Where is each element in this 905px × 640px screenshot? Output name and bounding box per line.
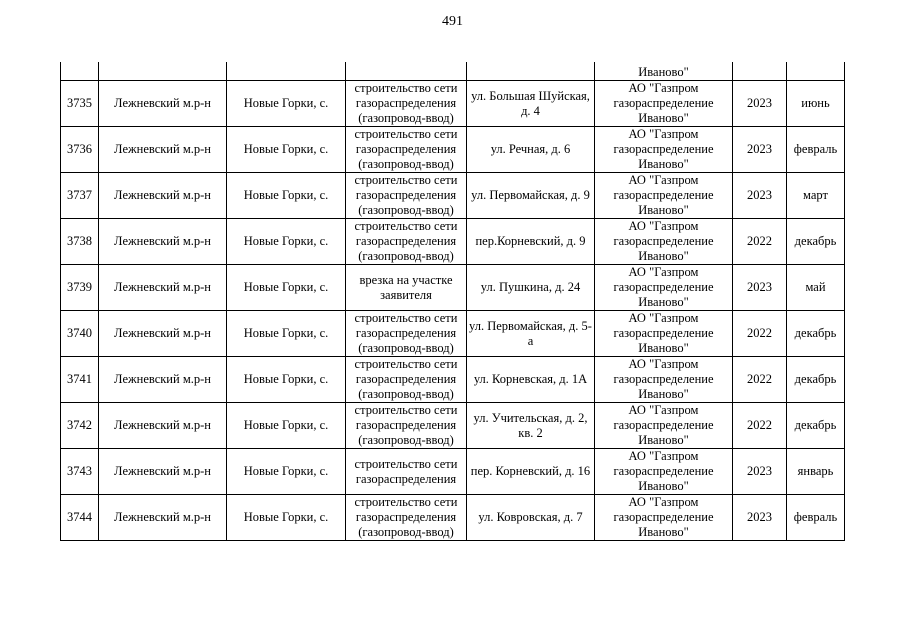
cell-year: 2023 [733,127,787,173]
cell-district: Лежневский м.р-н [99,173,227,219]
table-row [61,127,845,173]
page-number: 491 [442,14,463,29]
cell-district: Лежневский м.р-н [99,127,227,173]
cell-month: февраль [787,127,845,173]
cell-month: декабрь [787,403,845,449]
table-row [61,265,845,311]
cell-month: декабрь [787,357,845,403]
cell-org: Иваново" [595,62,733,81]
cell-work [346,62,467,81]
cell-address: ул. Корневская, д. 1А [467,357,595,403]
cell-district: Лежневский м.р-н [99,81,227,127]
table-row [61,449,845,495]
cell-num [61,62,99,81]
cell-address: пер.Корневский, д. 9 [467,219,595,265]
cell-org: АО "Газпром газораспределение Иваново" [595,495,733,541]
continuation-row [61,62,845,81]
cell-num: 3740 [61,311,99,357]
cell-locality: Новые Горки, с. [227,311,346,357]
cell-org: АО "Газпром газораспределение Иваново" [595,219,733,265]
table-row [61,403,845,449]
table-row [61,357,845,403]
cell-year [733,62,787,81]
cell-locality: Новые Горки, с. [227,173,346,219]
cell-locality: Новые Горки, с. [227,127,346,173]
cell-org: АО "Газпром газораспределение Иваново" [595,173,733,219]
cell-year: 2022 [733,311,787,357]
cell-num: 3744 [61,495,99,541]
cell-locality: Новые Горки, с. [227,357,346,403]
cell-locality: Новые Горки, с. [227,81,346,127]
cell-work: строительство сети газораспределения (газопровод-ввод) [346,127,467,173]
cell-org: АО "Газпром газораспределение Иваново" [595,81,733,127]
cell-address: ул. Первомайская, д. 5-а [467,311,595,357]
cell-month: июнь [787,81,845,127]
cell-org: АО "Газпром газораспределение Иваново" [595,449,733,495]
cell-year: 2023 [733,173,787,219]
cell-year: 2023 [733,449,787,495]
cell-year: 2022 [733,403,787,449]
table-row [61,219,845,265]
cell-year: 2022 [733,357,787,403]
cell-num: 3735 [61,81,99,127]
cell-num: 3743 [61,449,99,495]
cell-org: АО "Газпром газораспределение Иваново" [595,403,733,449]
cell-district: Лежневский м.р-н [99,265,227,311]
cell-month [787,62,845,81]
cell-address: ул. Большая Шуйская, д. 4 [467,81,595,127]
cell-address: ул. Пушкина, д. 24 [467,265,595,311]
cell-num: 3739 [61,265,99,311]
cell-year: 2023 [733,495,787,541]
cell-address: пер. Корневский, д. 16 [467,449,595,495]
cell-locality: Новые Горки, с. [227,219,346,265]
cell-org: АО "Газпром газораспределение Иваново" [595,357,733,403]
cell-district: Лежневский м.р-н [99,495,227,541]
cell-address: ул. Первомайская, д. 9 [467,173,595,219]
table-row [61,173,845,219]
cell-work: строительство сети газораспределения (газопровод-ввод) [346,495,467,541]
cell-month: декабрь [787,311,845,357]
cell-num: 3736 [61,127,99,173]
cell-work: строительство сети газораспределения (газопровод-ввод) [346,81,467,127]
cell-org: АО "Газпром газораспределение Иваново" [595,265,733,311]
cell-address: ул. Речная, д. 6 [467,127,595,173]
cell-month: январь [787,449,845,495]
cell-org: АО "Газпром газораспределение Иваново" [595,311,733,357]
table-row [61,495,845,541]
cell-locality [227,62,346,81]
cell-work: строительство сети газораспределения (газопровод-ввод) [346,219,467,265]
cell-district: Лежневский м.р-н [99,357,227,403]
cell-work: строительство сети газораспределения (газопровод-ввод) [346,403,467,449]
cell-locality: Новые Горки, с. [227,265,346,311]
cell-district: Лежневский м.р-н [99,219,227,265]
cell-year: 2023 [733,81,787,127]
gasification-table [60,62,845,541]
cell-num: 3741 [61,357,99,403]
cell-work: врезка на участке заявителя [346,265,467,311]
cell-district: Лежневский м.р-н [99,403,227,449]
table-row [61,311,845,357]
cell-locality: Новые Горки, с. [227,449,346,495]
cell-year: 2022 [733,219,787,265]
table-body [61,62,845,541]
cell-work: строительство сети газораспределения (газопровод-ввод) [346,173,467,219]
cell-district: Лежневский м.р-н [99,311,227,357]
cell-num: 3742 [61,403,99,449]
cell-district: Лежневский м.р-н [99,449,227,495]
cell-address: ул. Ковровская, д. 7 [467,495,595,541]
cell-num: 3738 [61,219,99,265]
cell-locality: Новые Горки, с. [227,495,346,541]
table-row [61,81,845,127]
cell-work: строительство сети газораспределения (газопровод-ввод) [346,357,467,403]
cell-district [99,62,227,81]
cell-num: 3737 [61,173,99,219]
cell-year: 2023 [733,265,787,311]
cell-month: февраль [787,495,845,541]
cell-locality: Новые Горки, с. [227,403,346,449]
cell-month: май [787,265,845,311]
cell-month: декабрь [787,219,845,265]
cell-work: строительство сети газораспределения [346,449,467,495]
cell-address [467,62,595,81]
cell-month: март [787,173,845,219]
cell-org: АО "Газпром газораспределение Иваново" [595,127,733,173]
cell-address: ул. Учительская, д. 2, кв. 2 [467,403,595,449]
cell-work: строительство сети газораспределения (газопровод-ввод) [346,311,467,357]
